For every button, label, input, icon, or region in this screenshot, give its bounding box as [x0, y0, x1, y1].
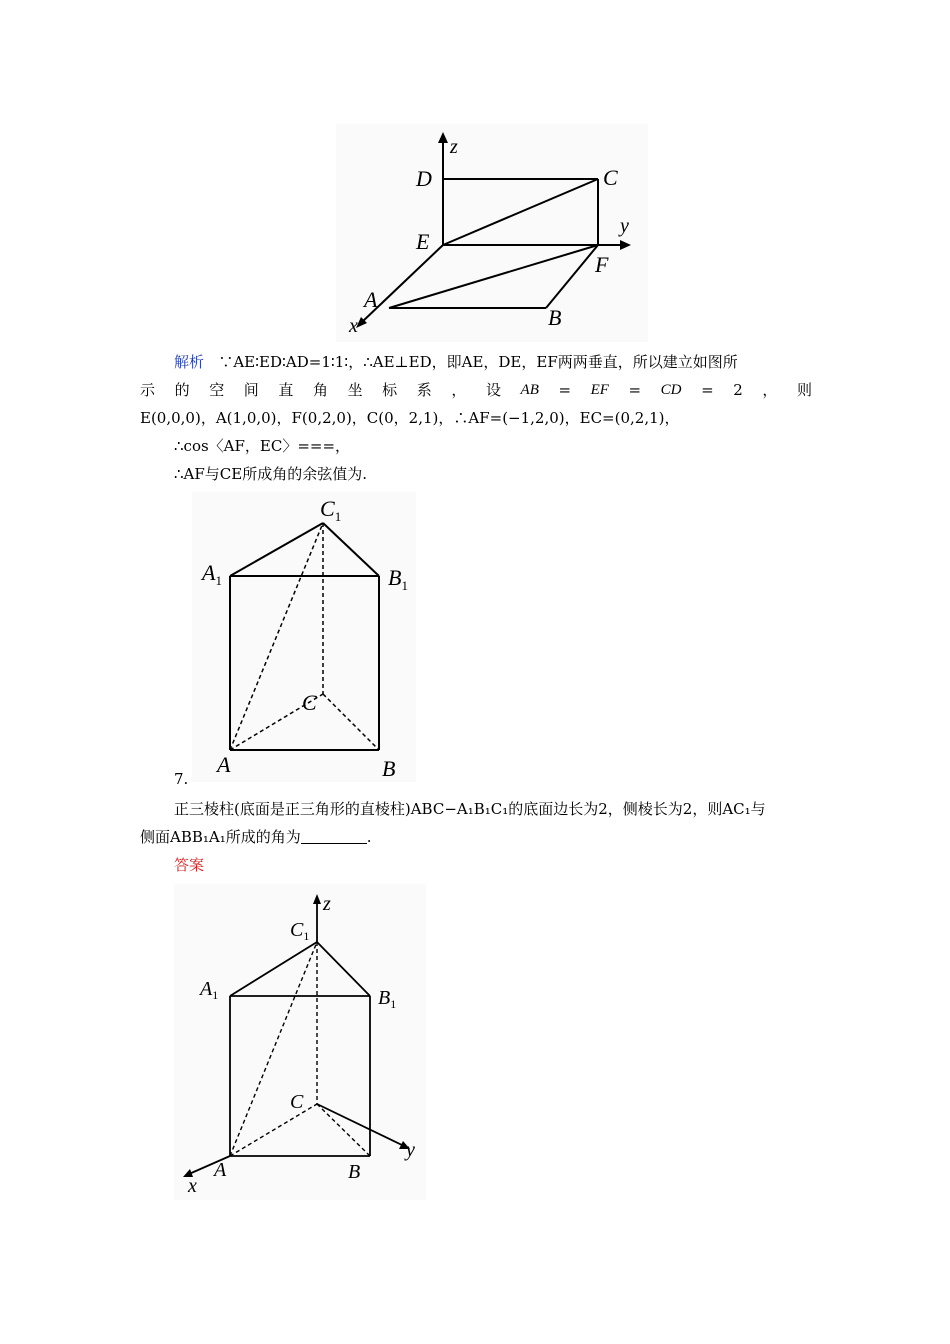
label-C1: $C_1$ — [320, 496, 342, 524]
figure-cube-diagram — [336, 124, 648, 342]
analysis-text-1: ∵AE∶ED∶AD=1∶1∶，∴AE⊥ED，即AE，DE，EF两两垂直，所以建立如图所 — [218, 353, 738, 371]
question-period: . — [366, 828, 372, 846]
label-C: C — [302, 690, 317, 715]
analysis-line-1 — [140, 350, 846, 374]
edge-A1C1 — [230, 523, 323, 576]
analysis-word: 空 — [209, 381, 225, 399]
figure-prism-diagram — [192, 492, 416, 782]
analysis-word: 示 — [140, 381, 156, 399]
edge-AC-hidden — [230, 1104, 317, 1156]
label-z: z — [323, 893, 331, 915]
label-D: D — [416, 166, 432, 191]
label-B: B — [348, 1161, 361, 1183]
analysis-word: CD — [660, 382, 682, 398]
segment-AC1 — [230, 942, 317, 1156]
label-y: y — [406, 1139, 415, 1161]
analysis-word: ， — [762, 381, 778, 399]
figure-prism-axes-diagram — [174, 884, 426, 1200]
analysis-word: 2 — [733, 381, 743, 399]
answer-blank — [301, 829, 367, 844]
label-C: C — [603, 165, 618, 190]
segment-AC1 — [230, 523, 323, 750]
label-y: y — [620, 215, 629, 237]
label-A1: $A_1$ — [202, 560, 222, 588]
question-line-1: 正三棱柱(底面是正三角形的直棱柱)ABC−A₁B₁C₁的底面边长为2，侧棱长为2，则AC₁与 — [174, 800, 766, 818]
analysis-word: 间 — [243, 381, 259, 399]
y-arrow-icon — [620, 240, 631, 250]
label-B1: $B_1$ — [378, 987, 397, 1011]
label-x: x — [188, 1175, 197, 1197]
analysis-word: 坐 — [347, 381, 363, 399]
edge-C1B1 — [323, 523, 379, 576]
question-line-2 — [140, 825, 812, 849]
analysis-word: EF — [590, 382, 609, 398]
analysis-word: = — [558, 381, 572, 399]
analysis-word: = — [628, 381, 642, 399]
label-A1: $A_1$ — [200, 978, 219, 1002]
answer-label: 答案 — [174, 856, 205, 874]
label-z: z — [450, 136, 458, 158]
label-A: A — [217, 752, 231, 777]
label-B1: $B_1$ — [388, 565, 408, 593]
analysis-line-4: ∴cos〈AF，EC〉===， — [174, 437, 351, 455]
label-F: F — [595, 252, 609, 277]
figure-prism-svg — [192, 492, 416, 782]
y-axis — [317, 1104, 404, 1146]
label-A: A — [364, 287, 378, 312]
analysis-word: 标 — [382, 381, 398, 399]
label-x: x — [349, 315, 358, 337]
edge-A1C1 — [230, 942, 317, 996]
label-C: C — [290, 1091, 304, 1113]
figure-prism-axes-svg — [174, 884, 426, 1200]
analysis-word: ， — [451, 381, 467, 399]
segment-AF — [389, 245, 598, 308]
analysis-line-5: ∴AF与CE所成角的余弦值为. — [174, 465, 367, 483]
analysis-word: 系 — [416, 381, 432, 399]
z-arrow-icon — [438, 132, 448, 143]
analysis-word: 的 — [174, 381, 190, 399]
edge-C1B1 — [317, 942, 370, 996]
z-arrow-icon — [313, 894, 321, 904]
edge-CB-hidden — [317, 1104, 370, 1156]
edge-CB-hidden — [323, 694, 379, 750]
label-E: E — [416, 229, 430, 254]
analysis-word: 角 — [312, 381, 328, 399]
analysis-line-2 — [140, 378, 812, 402]
analysis-word: 则 — [796, 381, 812, 399]
analysis-line-3: E(0,0,0)，A(1,0,0)，F(0,2,0)，C(0，2,1)，∴AF=(−1,2,0)，EC=(0,2,1)， — [140, 409, 680, 427]
label-C1: $C_1$ — [290, 919, 310, 943]
edge-BF — [546, 245, 598, 308]
question-text-2: 侧面ABB₁A₁所成的角为 — [140, 828, 301, 846]
analysis-label: 解析 — [174, 353, 205, 371]
analysis-word: AB — [520, 382, 539, 398]
label-B: B — [382, 756, 396, 781]
label-A: A — [214, 1159, 227, 1181]
analysis-word: = — [701, 381, 714, 399]
label-B: B — [548, 305, 562, 330]
question-number: 7. — [174, 770, 189, 788]
analysis-word: 设 — [485, 381, 501, 399]
analysis-word: 直 — [278, 381, 294, 399]
figure-cube-svg — [336, 124, 648, 342]
segment-EC — [443, 179, 598, 245]
